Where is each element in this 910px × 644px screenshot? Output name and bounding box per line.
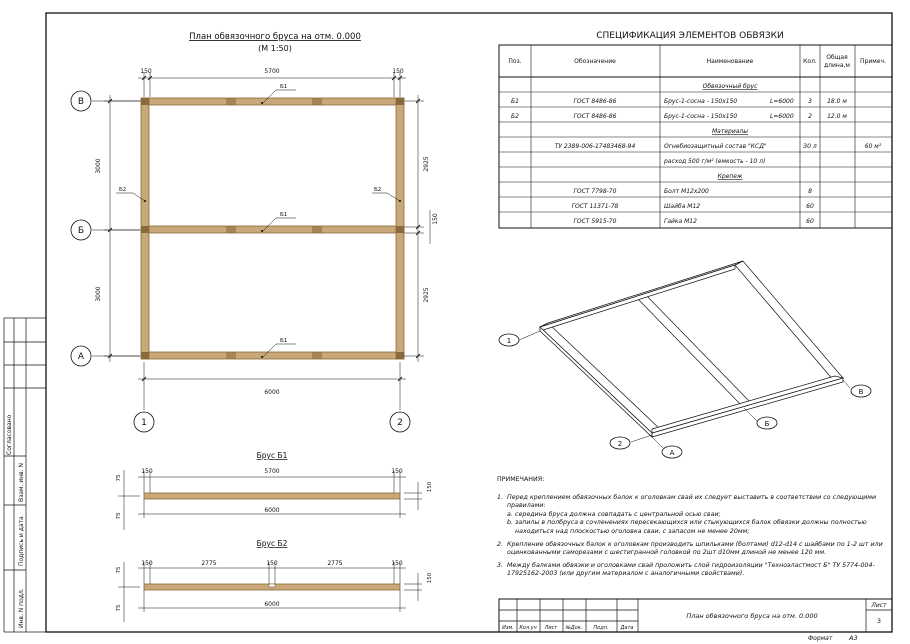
plan-frame xyxy=(141,98,404,359)
spec-cell: ГОСТ 8486-86 xyxy=(573,113,617,120)
spec-cell: 30 л xyxy=(803,143,817,150)
spec-section-beam: Обвязочный брус xyxy=(702,83,758,90)
beam-b2-title: Брус Б2 xyxy=(256,539,288,548)
iso-callout-b-label: Б xyxy=(764,420,770,428)
spec-cell: 60 xyxy=(806,203,814,210)
axis-2-label: 2 xyxy=(397,418,403,428)
dim-top-left: 150 xyxy=(140,68,152,75)
stamp-col-data: Дата xyxy=(620,625,634,631)
stamp-title: План обвязочного бруса на отм. 0.000 xyxy=(686,612,818,620)
spec-cell: Болт М12х200 xyxy=(664,188,709,195)
spec-cell: Б2 xyxy=(511,113,519,120)
spec-section-fasteners: Крепеж xyxy=(717,173,743,180)
spec-cell: ГОСТ 5915-70 xyxy=(573,218,617,225)
spec-cell: Гайка М12 xyxy=(664,218,697,225)
side-agreed-label: Согласовано xyxy=(6,414,13,455)
note-1a-letter: a. xyxy=(507,510,513,518)
stamp-format-label: Формат xyxy=(808,635,833,642)
spec-cell: L=6000 xyxy=(770,113,794,120)
b2-dim-right: 150 xyxy=(391,560,403,567)
b1-dim-height: 150 xyxy=(427,481,433,493)
spec-header-len2: длина,м xyxy=(824,62,850,69)
beam-b1-title: Брус Б1 xyxy=(256,451,288,460)
b2-dim-span2: 2775 xyxy=(327,560,343,567)
b2-dim-v-top: 75 xyxy=(116,566,122,574)
beam-b1-bottom xyxy=(142,352,404,359)
stamp-col-podp: Подп. xyxy=(593,625,609,631)
beam-b1-elevation xyxy=(144,493,400,499)
stamp-col-ndok: №Док. xyxy=(565,625,583,631)
side-sign-date-label: Подпись и дата xyxy=(18,516,25,566)
note-3-number: 3. xyxy=(497,561,504,569)
spec-cell: Шайба М12 xyxy=(664,203,701,210)
b2-dim-left: 150 xyxy=(141,560,153,567)
spec-header-note: Примеч. xyxy=(860,58,886,65)
b1-dim-right: 150 xyxy=(391,468,403,475)
label-b1-mid: Б1 xyxy=(280,212,288,218)
dim-top-right: 150 xyxy=(392,68,404,75)
side-stamp xyxy=(4,318,46,632)
spec-cell: 8 xyxy=(808,188,812,195)
note-1-sub-b xyxy=(507,519,889,536)
spec-cell: Брус-1-сосна - 150х150 xyxy=(664,98,738,105)
spec-cell: 60 м² xyxy=(864,143,882,150)
side-inv-rep-label: Взам. инв. N xyxy=(18,463,25,502)
note-3 xyxy=(497,562,889,579)
iso-callout-2-label: 2 xyxy=(617,440,623,448)
spec-cell: 3 xyxy=(808,98,812,105)
plan-title: План обвязочного бруса на отм. 0.000 xyxy=(189,32,361,42)
notes-heading: ПРИМЕЧАНИЯ: xyxy=(497,476,545,483)
spec-header-name: Наименование xyxy=(706,58,754,65)
axis-1-label: 1 xyxy=(141,418,147,428)
dim-top-span: 5700 xyxy=(264,68,280,75)
b1-dim-v-top: 75 xyxy=(116,474,122,482)
spec-section-materials: Материалы xyxy=(712,128,748,135)
b1-dim-left: 150 xyxy=(141,468,153,475)
note-1-number: 1. xyxy=(497,493,504,501)
spec-cell: Брус-1-сосна - 150х150 xyxy=(664,113,738,120)
b1-dim-v-bottom: 75 xyxy=(116,512,122,520)
spec-cell: 2 xyxy=(808,113,812,120)
spec-cell: ГОСТ 7798-70 xyxy=(573,188,617,195)
b1-dim-total: 6000 xyxy=(264,507,280,514)
note-1-text: Перед креплением обвязочных балок к оголовкам свай их следует выставить в соответствии со следующими правилами: xyxy=(507,493,877,510)
b2-dim-total: 6000 xyxy=(264,601,280,608)
beam-b1-top xyxy=(142,98,404,105)
spec-cell: ГОСТ 11371-78 xyxy=(571,203,619,210)
label-b1-bottom: Б1 xyxy=(280,338,288,344)
iso-callout-1-label: 1 xyxy=(506,337,512,345)
spec-header-pos: Поз. xyxy=(508,58,522,65)
label-b2-left: Б2 xyxy=(119,187,127,193)
spec-table xyxy=(499,45,892,228)
spec-header-len1: Общая xyxy=(826,54,848,61)
label-b2-right: Б2 xyxy=(374,187,382,193)
plan-scale: (М 1:50) xyxy=(258,44,292,53)
notes-block xyxy=(497,476,889,583)
note-2 xyxy=(497,541,889,558)
spec-cell: Б1 xyxy=(511,98,519,105)
axis-b-label: Б xyxy=(77,226,85,236)
stamp-col-list: Лист xyxy=(544,625,558,631)
axis-v-label: В xyxy=(77,97,85,107)
b1-dim-span: 5700 xyxy=(264,468,280,475)
note-2-number: 2. xyxy=(497,540,504,548)
beam-b2-notch xyxy=(269,584,275,587)
note-1b-letter: b. xyxy=(507,519,513,527)
stamp-col-kolich: Кол.уч xyxy=(519,625,537,631)
dim-left-upper: 3000 xyxy=(95,158,102,174)
stamp-format-value: А3 xyxy=(849,634,858,642)
stamp-sheet-label: Лист xyxy=(871,602,887,609)
spec-cell: ТУ 2389-006-17483468-94 xyxy=(554,143,636,150)
iso-frame xyxy=(540,261,843,437)
dim-left-lower: 3000 xyxy=(95,286,102,302)
spec-cell: 12.0 м xyxy=(827,113,847,120)
spec-cell: ГОСТ 8486-86 xyxy=(573,98,617,105)
b2-dim-mid: 150 xyxy=(266,560,278,567)
spec-cell: 18.0 м xyxy=(827,98,847,105)
dim-right-upper: 2925 xyxy=(423,156,430,172)
dim-right-lower: 2925 xyxy=(423,287,430,303)
dim-bottom-total: 6000 xyxy=(264,389,280,396)
label-b1-top: Б1 xyxy=(280,84,288,90)
beam-b1-mid xyxy=(142,226,404,233)
spec-title: СПЕЦИФИКАЦИЯ ЭЛЕМЕНТОВ ОБВЯЗКИ xyxy=(596,31,784,41)
spec-cell: 60 xyxy=(806,218,814,225)
spec-header-qty: Кол. xyxy=(803,58,817,65)
stamp-col-izm: Изм. xyxy=(502,625,514,631)
note-2-text: Крепление обвязочных балок к оголовкам производить шпильками (болтами) d12-d14 с шайбами по 1-2 шт или оцинкованными саморезами с шестигранной головкой по 2шт d10мм длиной не менее 120 мм. xyxy=(507,540,883,557)
spec-cell: L=6000 xyxy=(770,98,794,105)
note-1a-text: середина бруса должна совпадать с центральной осью сваи; xyxy=(515,510,721,518)
dim-right-mid: 150 xyxy=(432,213,439,225)
note-1 xyxy=(497,494,889,537)
note-3-text: Между балками обвязки и оголовками свай проложить слой гидроизоляции "Техноэластмост Б" ТУ 5774-004-17925162-2003 (или другим материалом с аналогичными свойствами). xyxy=(507,561,875,578)
b2-dim-v-bottom: 75 xyxy=(116,604,122,612)
note-1b-text: запилы в полбруса в сочленениях пересекающихся или стыкующихся балок обвязки должны полностью находиться над плоскостью оголовка сваи, с запасом не менее 20мм; xyxy=(515,519,867,535)
stamp-sheet-no: 3 xyxy=(876,617,882,625)
axis-a-label: А xyxy=(77,352,85,362)
spec-cell: Огнебиозащитный состав "КСД" xyxy=(664,143,767,150)
spec-header-code: Обозначение xyxy=(574,58,616,65)
iso-callout-a-label: А xyxy=(669,449,675,457)
side-inv-orig-label: Инв. N подл. xyxy=(18,588,25,628)
iso-callout-v-label: В xyxy=(858,388,864,396)
b2-dim-height: 150 xyxy=(427,572,433,584)
b2-dim-span1: 2775 xyxy=(201,560,217,567)
spec-cell: расход 500 г/м² (емкость - 10 л) xyxy=(664,158,766,165)
